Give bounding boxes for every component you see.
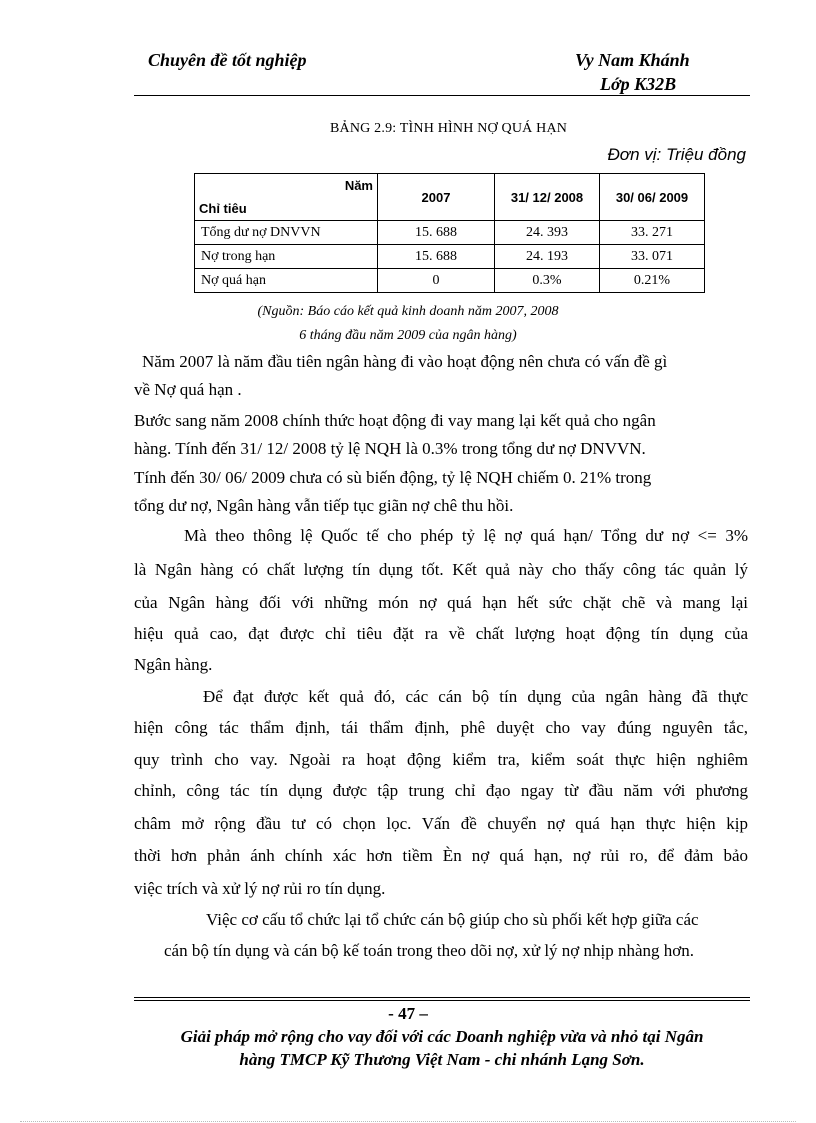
- footer-title-line-2: hàng TMCP Kỹ Thương Việt Nam - chi nhánh Lạng Sơn.: [239, 1050, 645, 1069]
- table-source-line-2: 6 tháng đầu năm 2009 của ngân hàng): [299, 328, 517, 343]
- paragraph-2-line: Tính đến 30/ 06/ 2009 chưa có sù biến động, tỷ lệ NQH chiếm 0. 21% trong: [134, 468, 652, 487]
- corner-indicator-label: Chỉ tiêu: [199, 201, 247, 216]
- table-row: [195, 245, 705, 269]
- paragraph-3-line: Mà theo thông lệ Quốc tế cho phép tỷ lệ nợ quá hạn/ Tổng dư nợ <= 3%: [184, 526, 748, 545]
- header-title: Chuyên đề tốt nghiệp: [148, 50, 307, 70]
- footer-title-line-1: Giải pháp mở rộng cho vay đối với các Doanh nghiệp vừa và nhỏ tại Ngân: [180, 1027, 704, 1046]
- table-cell: 33. 071: [600, 245, 705, 269]
- paragraph-2-line: hàng. Tính đến 31/ 12/ 2008 tỷ lệ NQH là 0.3% trong tổng dư nợ DNVVN.: [134, 439, 646, 458]
- paragraph-4-line: Để đạt được kết quả đó, các cán bộ tín dụng của ngân hàng đã thực: [203, 687, 748, 706]
- paragraph-3-line: của Ngân hàng đối với những món nợ quá hạn hết sức chặt chẽ và mang lại: [134, 593, 748, 612]
- table-source-line-1: (Nguồn: Báo cáo kết quả kinh doanh năm 2007, 2008: [257, 304, 559, 319]
- corner-year-label: Năm: [344, 178, 373, 193]
- table-cell: 15. 688: [378, 221, 495, 245]
- table-title: BẢNG 2.9: TÌNH HÌNH NỢ QUÁ HẠN: [330, 121, 568, 136]
- column-header: 30/ 06/ 2009: [600, 174, 705, 221]
- header-class: Lớp K32B: [600, 74, 677, 94]
- row-label: Nợ quá hạn: [195, 269, 378, 293]
- table-unit: Đơn vị: Triệu đồng: [607, 145, 746, 164]
- page-edge-divider: [20, 1121, 796, 1122]
- table-cell: 24. 393: [495, 221, 600, 245]
- footer-divider: [134, 997, 750, 998]
- paragraph-4-line: châm mở rộng đầu tư có chọn lọc. Vấn đề chuyển nợ quá hạn thực hiện kịp: [134, 814, 748, 833]
- debt-table: [194, 173, 705, 293]
- paragraph-4-line: việc trích và xử lý nợ rủi ro tín dụng.: [134, 879, 386, 898]
- table-cell: 24. 193: [495, 245, 600, 269]
- header-author: Vy Nam Khánh: [575, 50, 690, 70]
- table-cell: 15. 688: [378, 245, 495, 269]
- column-header: 2007: [378, 174, 495, 221]
- table-cell: 33. 271: [600, 221, 705, 245]
- paragraph-5-line: Việc cơ cấu tổ chức lại tổ chức cán bộ giúp cho sù phối kết hợp giữa các: [206, 910, 699, 929]
- paragraph-4-line: thời hơn phản ánh chính xác hơn tiềm Èn nợ quá hạn, nợ rủi ro, để đảm bảo: [134, 846, 748, 865]
- table-cell: 0.21%: [600, 269, 705, 293]
- table-header-row: [195, 174, 705, 221]
- paragraph-3-line: là Ngân hàng có chất lượng tín dụng tốt. Kết quả này cho thấy công tác quản lý: [134, 560, 748, 579]
- column-header: 31/ 12/ 2008: [495, 174, 600, 221]
- paragraph-4-line: quy trình cho vay. Ngoài ra hoạt động kiểm tra, kiểm soát thực hiện nghiêm: [134, 750, 748, 769]
- page-number: - 47 –: [388, 1004, 428, 1023]
- paragraph-1-line: về Nợ quá hạn .: [134, 380, 242, 399]
- footer-divider: [134, 1000, 750, 1001]
- table-row: [195, 221, 705, 245]
- paragraph-3-line: Ngân hàng.: [134, 655, 213, 674]
- table-corner-cell: [195, 174, 378, 221]
- row-label: Tổng dư nợ DNVVN: [195, 221, 378, 245]
- paragraph-1-line: Năm 2007 là năm đầu tiên ngân hàng đi vào hoạt động nên chưa có vấn đề gì: [142, 352, 668, 371]
- paragraph-2-line: tổng dư nợ, Ngân hàng vẫn tiếp tục giãn nợ chê thu hồi.: [134, 496, 514, 515]
- table-cell: 0.3%: [495, 269, 600, 293]
- paragraph-4-line: hiện công tác thẩm định, tái thẩm định, phê duyệt cho vay đúng nguyên tắc,: [134, 718, 748, 737]
- paragraph-2-line: Bước sang năm 2008 chính thức hoạt động đi vay mang lại kết quả cho ngân: [134, 411, 656, 430]
- paragraph-4-line: chỉnh, công tác tín dụng được tập trung chỉ đạo ngay từ đầu năm với phương: [134, 781, 748, 800]
- table-cell: 0: [378, 269, 495, 293]
- table-row: [195, 269, 705, 293]
- paragraph-5-line: cán bộ tín dụng và cán bộ kế toán trong theo dõi nợ, xử lý nợ nhịp nhàng hơn.: [164, 941, 695, 960]
- row-label: Nợ trong hạn: [195, 245, 378, 269]
- header-divider: [134, 95, 750, 96]
- paragraph-3-line: hiệu quả cao, đạt được chỉ tiêu đặt ra về chất lượng hoạt động tín dụng của: [134, 624, 748, 643]
